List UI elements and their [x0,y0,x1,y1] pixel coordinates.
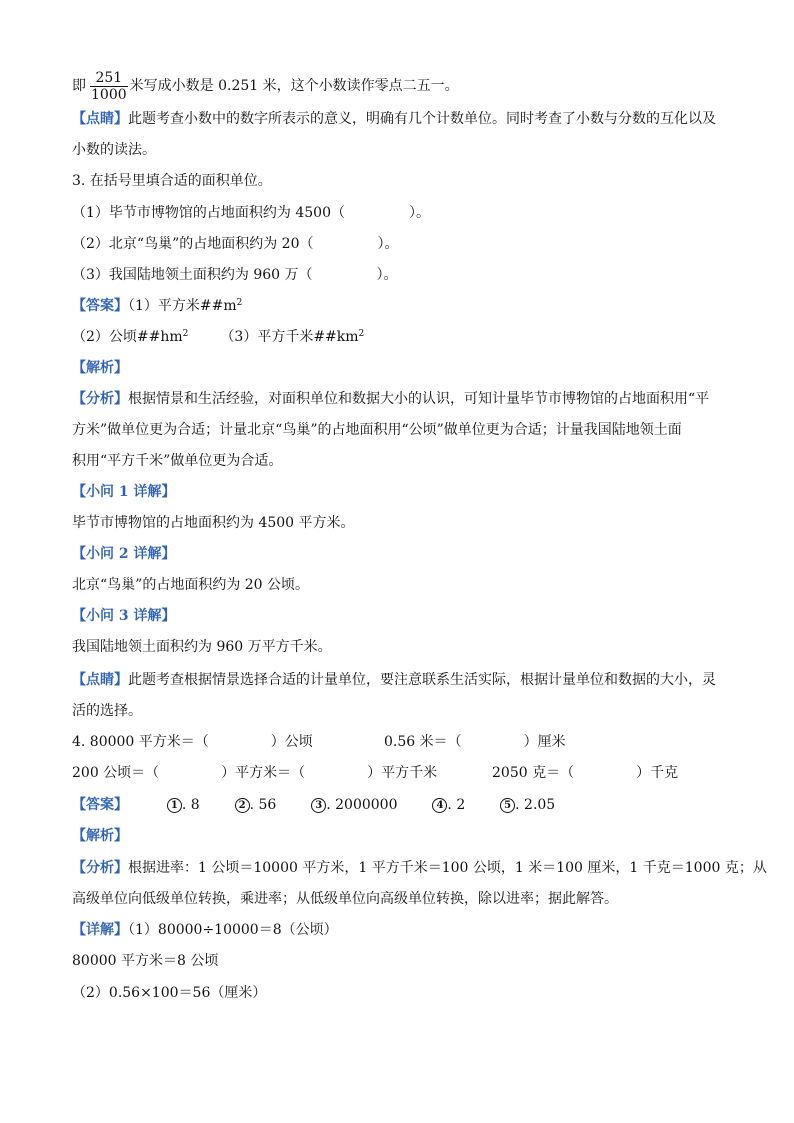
item-text: 0.56 米＝（ [384,734,462,750]
sub-question-heading: 【小问 2 详解】 [72,546,176,562]
section-tag: 【点睛】 [72,672,128,688]
item-text: （1）毕节市博物馆的占地面积约为 4500（ [72,205,345,221]
paragraph-line: 北京“鸟巢”的占地面积约为 20 公顷。 [72,577,310,593]
answer-line [72,796,555,814]
item-text: ）厘米 [523,734,566,750]
sub-question-heading: 【小问 1 详解】 [72,484,176,500]
paragraph-line: 方米”做单位更为合适；计量北京“鸟巢”的占地面积用“公顷”做单位更为合适；计量我国陆地领土面 [72,422,682,438]
answer-value: . 8 [181,797,200,813]
answer-item [235,797,277,813]
section-tag: 【详解】 [72,922,128,938]
paragraph-line: （2）0.56×100＝56（厘米） [72,985,267,1001]
answer-text: （3）平方千米##km [220,329,359,345]
circled-number: 1 [167,798,182,813]
fraction [90,70,128,103]
fraction-sentence [72,66,459,106]
item-text: 4. 80000 平方米＝（ [72,734,209,750]
paragraph-line: 高级单位向低级单位转换，乘进率；从低级单位向高级单位转换，除以进率；据此解答。 [72,891,618,907]
item-text: ）千克 [636,765,679,781]
item-text: ）。 [377,236,399,252]
text-segment: 即 [72,78,86,94]
paragraph-line: 活的选择。 [72,703,142,719]
item-text: 2050 克＝（ [492,765,575,781]
question-line [72,733,313,751]
section-tag: 【点睛】 [72,111,128,127]
answer-item [500,797,555,813]
answer-value: . 2000000 [326,797,398,813]
highlight-note [72,110,716,128]
item-text: （3）我国陆地领土面积约为 960 万（ [72,267,313,283]
question-line [72,764,437,782]
section-tag: 【解析】 [72,360,128,376]
circled-number: 2 [235,798,250,813]
fraction-denominator: 1000 [91,86,127,103]
question-item [72,235,399,253]
section-tag: 【答案】 [72,797,128,813]
question-line [384,733,566,751]
paragraph-line: 毕节市博物馆的占地面积约为 4500 平方米。 [72,515,355,531]
question-line [492,764,678,782]
item-text: 200 公顷＝（ [72,765,160,781]
question-item [72,266,398,284]
sub-question-heading: 【小问 3 详解】 [72,608,176,624]
detail-line [72,921,338,939]
item-text: ）。 [409,205,430,221]
paragraph-text: 根据情景和生活经验，对面积单位和数据大小的认识，可知计量毕节市博物馆的占地面积用“平 [128,391,710,407]
item-text: ）。 [376,267,398,283]
superscript: 2 [236,298,243,308]
paragraph-text: 此题考查根据情景选择合适的计量单位，要注意联系生活实际，根据计量单位和数据的大小，灵 [128,672,716,688]
item-text: ）公顷 [270,734,313,750]
question-item [72,204,430,222]
highlight-note [72,671,716,689]
fraction-numerator: 251 [90,70,128,87]
analysis-line [72,859,767,877]
circled-number: 5 [500,798,515,813]
answer-item [167,797,200,813]
question-title: 3. 在括号里填合适的面积单位。 [72,173,272,189]
paragraph-line: 我国陆地领土面积约为 960 万平方千米。 [72,639,332,655]
text-segment: 米写成小数是 0.251 米，这个小数读作零点二五一。 [129,78,459,94]
answer-line [72,328,364,346]
paragraph-line: 80000 平方米＝8 公顷 [72,953,219,969]
section-tag: 【分析】 [72,391,128,407]
superscript: 2 [182,329,189,339]
paragraph-line: 积用“平方千米”做单位更为合适。 [72,453,283,469]
item-text: ）平方米＝（ [221,765,306,781]
section-tag: 【答案】 [72,298,128,314]
answer-text: （1）平方米##m [128,298,237,314]
answer-item [432,797,465,813]
answer-item [311,797,397,813]
item-text: ）平方千米 [367,765,438,781]
answer-value: . 2 [447,797,466,813]
answer-text: （2）公顷##hm [72,329,183,345]
superscript: 2 [358,329,365,339]
circled-number: 4 [432,798,447,813]
answer-line [72,297,242,315]
paragraph-line: 小数的读法。 [72,142,156,158]
analysis-line [72,390,709,408]
answer-value: . 2.05 [515,797,556,813]
paragraph-text: 根据进率：1 公顷＝10000 平方米，1 平方千米＝100 公顷，1 米＝100 厘米，1 千克＝1000 克；从 [128,860,767,876]
paragraph-text: 此题考查小数中的数字所表示的意义，明确有几个计数单位。同时考查了小数与分数的互化以及 [128,111,716,127]
paragraph-text: （1）80000÷10000＝8（公顷） [128,922,338,938]
section-tag: 【分析】 [72,860,128,876]
circled-number: 3 [311,798,326,813]
section-tag: 【解析】 [72,828,128,844]
item-text: （2）北京“鸟巢”的占地面积约为 20（ [72,236,314,252]
answer-value: . 56 [249,797,277,813]
